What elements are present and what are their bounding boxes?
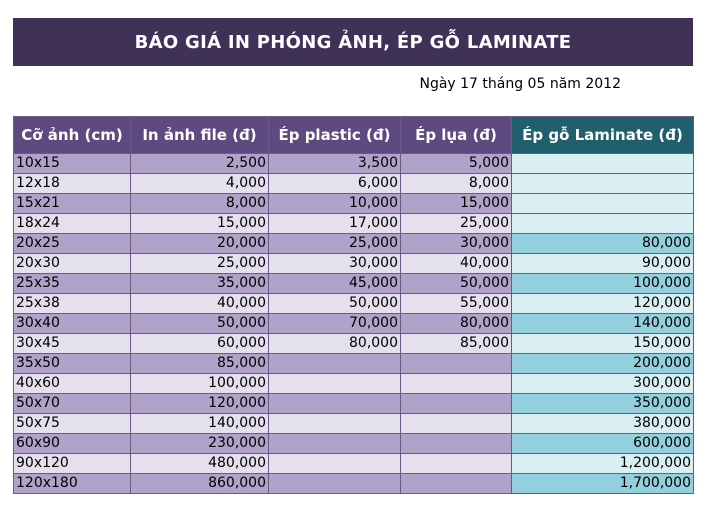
cell-print-file: 2,500 (131, 154, 269, 174)
cell-size: 20x25 (14, 234, 131, 254)
cell-size: 50x75 (14, 414, 131, 434)
cell-size: 20x30 (14, 254, 131, 274)
table-row (14, 454, 694, 474)
table-row (14, 274, 694, 294)
table-row (14, 474, 694, 494)
cell-laminate: 1,700,000 (512, 474, 694, 494)
cell-plastic (269, 454, 401, 474)
cell-print-file: 50,000 (131, 314, 269, 334)
cell-silk: 50,000 (401, 274, 512, 294)
cell-size: 25x35 (14, 274, 131, 294)
cell-plastic: 6,000 (269, 174, 401, 194)
cell-laminate (512, 214, 694, 234)
cell-laminate: 300,000 (512, 374, 694, 394)
cell-plastic (269, 394, 401, 414)
price-table (13, 116, 694, 494)
cell-plastic: 25,000 (269, 234, 401, 254)
cell-size: 60x90 (14, 434, 131, 454)
cell-laminate: 350,000 (512, 394, 694, 414)
table-row (14, 174, 694, 194)
cell-plastic: 70,000 (269, 314, 401, 334)
table-row (14, 194, 694, 214)
cell-plastic: 17,000 (269, 214, 401, 234)
cell-laminate (512, 194, 694, 214)
cell-size: 15x21 (14, 194, 131, 214)
cell-silk: 8,000 (401, 174, 512, 194)
cell-plastic (269, 434, 401, 454)
cell-print-file: 100,000 (131, 374, 269, 394)
cell-laminate: 200,000 (512, 354, 694, 374)
table-row (14, 314, 694, 334)
cell-silk: 80,000 (401, 314, 512, 334)
header-print-file: In ảnh file (đ) (131, 117, 269, 154)
cell-print-file: 40,000 (131, 294, 269, 314)
header-silk: Ép lụa (đ) (401, 117, 512, 154)
table-row (14, 434, 694, 454)
table-row (14, 354, 694, 374)
cell-laminate: 600,000 (512, 434, 694, 454)
quote-date: Ngày 17 tháng 05 năm 2012 (419, 76, 621, 92)
cell-silk (401, 374, 512, 394)
cell-silk (401, 354, 512, 374)
cell-silk: 85,000 (401, 334, 512, 354)
cell-plastic (269, 374, 401, 394)
cell-print-file: 140,000 (131, 414, 269, 434)
cell-silk: 40,000 (401, 254, 512, 274)
cell-print-file: 20,000 (131, 234, 269, 254)
cell-size: 35x50 (14, 354, 131, 374)
page-title: BÁO GIÁ IN PHÓNG ẢNH, ÉP GỖ LAMINATE (13, 18, 693, 66)
cell-print-file: 4,000 (131, 174, 269, 194)
cell-size: 12x18 (14, 174, 131, 194)
table-row (14, 374, 694, 394)
cell-plastic: 45,000 (269, 274, 401, 294)
cell-size: 25x38 (14, 294, 131, 314)
table-row (14, 294, 694, 314)
cell-size: 40x60 (14, 374, 131, 394)
cell-plastic: 30,000 (269, 254, 401, 274)
header-laminate: Ép gỗ Laminate (đ) (512, 117, 694, 154)
cell-silk (401, 474, 512, 494)
cell-silk (401, 454, 512, 474)
cell-plastic (269, 474, 401, 494)
cell-print-file: 230,000 (131, 434, 269, 454)
cell-silk: 25,000 (401, 214, 512, 234)
cell-laminate: 90,000 (512, 254, 694, 274)
cell-laminate (512, 154, 694, 174)
cell-silk (401, 434, 512, 454)
cell-silk: 5,000 (401, 154, 512, 174)
cell-print-file: 120,000 (131, 394, 269, 414)
cell-size: 30x40 (14, 314, 131, 334)
cell-silk: 30,000 (401, 234, 512, 254)
cell-print-file: 480,000 (131, 454, 269, 474)
header-size: Cỡ ảnh (cm) (14, 117, 131, 154)
cell-print-file: 35,000 (131, 274, 269, 294)
header-row (14, 117, 694, 154)
cell-print-file: 8,000 (131, 194, 269, 214)
cell-laminate: 150,000 (512, 334, 694, 354)
table-row (14, 334, 694, 354)
cell-plastic: 80,000 (269, 334, 401, 354)
cell-laminate: 100,000 (512, 274, 694, 294)
cell-print-file: 860,000 (131, 474, 269, 494)
table-row (14, 234, 694, 254)
cell-print-file: 60,000 (131, 334, 269, 354)
cell-size: 120x180 (14, 474, 131, 494)
table-row (14, 154, 694, 174)
cell-plastic (269, 354, 401, 374)
table-row (14, 394, 694, 414)
cell-plastic: 50,000 (269, 294, 401, 314)
cell-plastic (269, 414, 401, 434)
cell-laminate (512, 174, 694, 194)
cell-size: 90x120 (14, 454, 131, 474)
cell-print-file: 25,000 (131, 254, 269, 274)
cell-print-file: 85,000 (131, 354, 269, 374)
table-row (14, 254, 694, 274)
cell-size: 10x15 (14, 154, 131, 174)
cell-silk (401, 394, 512, 414)
cell-print-file: 15,000 (131, 214, 269, 234)
cell-laminate: 120,000 (512, 294, 694, 314)
cell-laminate: 140,000 (512, 314, 694, 334)
cell-laminate: 80,000 (512, 234, 694, 254)
table-row (14, 214, 694, 234)
cell-size: 50x70 (14, 394, 131, 414)
cell-silk (401, 414, 512, 434)
cell-plastic: 10,000 (269, 194, 401, 214)
cell-silk: 15,000 (401, 194, 512, 214)
cell-silk: 55,000 (401, 294, 512, 314)
cell-laminate: 1,200,000 (512, 454, 694, 474)
cell-size: 18x24 (14, 214, 131, 234)
cell-size: 30x45 (14, 334, 131, 354)
cell-plastic: 3,500 (269, 154, 401, 174)
table-row (14, 414, 694, 434)
header-plastic: Ép plastic (đ) (269, 117, 401, 154)
cell-laminate: 380,000 (512, 414, 694, 434)
